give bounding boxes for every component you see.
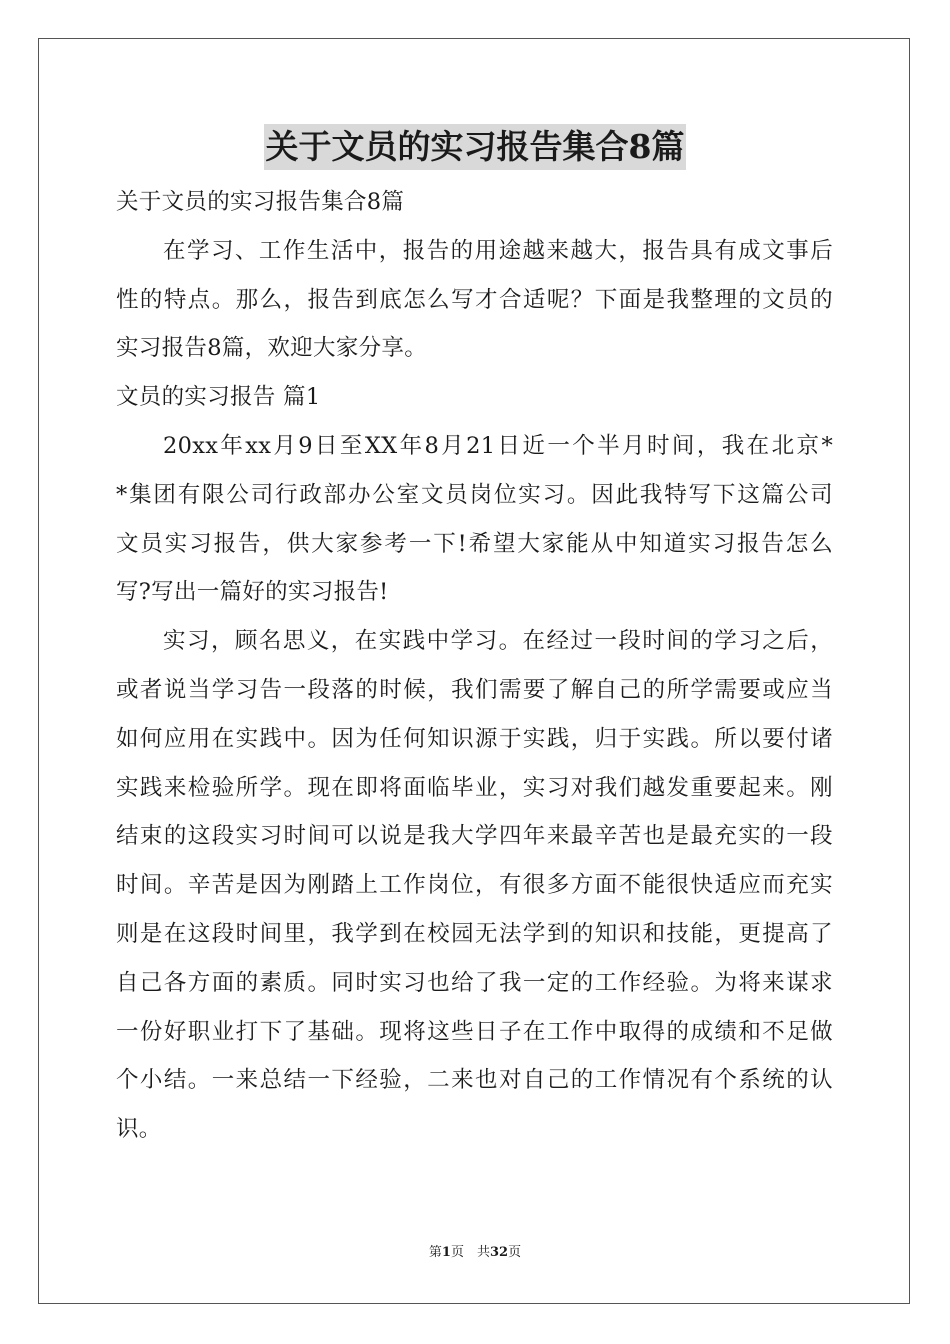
- current-page-number: 1: [441, 1245, 451, 1260]
- paragraph-line: 一份好职业打下了基础。现将这些日子在工作中取得的成绩和不足做: [116, 1018, 833, 1045]
- paragraph-line: 实习，顾名思义，在实践中学习。在经过一段时间的学习之后，: [163, 628, 833, 655]
- page-mid: 页 共: [450, 1245, 490, 1260]
- paragraph-line: 识。: [116, 1116, 162, 1143]
- paragraph-line: 个小结。一来总结一下经验，二来也对自己的工作情况有个系统的认: [116, 1067, 833, 1094]
- paragraph-line: 实习报告8篇，欢迎大家分享。: [116, 335, 428, 362]
- paragraph-line: 则是在这段时间里，我学到在校园无法学到的知识和技能，更提高了: [116, 920, 833, 947]
- paragraph-line: 性的特点。那么，报告到底怎么写才合适呢？下面是我整理的文员的: [116, 286, 833, 313]
- title-container: [0, 124, 950, 170]
- document-body: [116, 178, 833, 1154]
- page-prefix: 第: [428, 1245, 442, 1260]
- subtitle-line: 关于文员的实习报告集合8篇: [116, 189, 405, 215]
- page-footer: [0, 1244, 950, 1262]
- paragraph-line: 在学习、工作生活中，报告的用途越来越大，报告具有成文事后: [163, 237, 833, 264]
- page-suffix: 页: [508, 1245, 522, 1260]
- paragraph-line: 20xx年xx月9日至XX年8月21日近一个半月时间，我在北京*: [163, 432, 833, 459]
- paragraph-line: 如何应用在实践中。因为任何知识源于实践，归于实践。所以要付诸: [116, 725, 833, 752]
- document-title: 关于文员的实习报告集合8篇: [264, 124, 687, 170]
- paragraph-line: 实践来检验所学。现在即将面临毕业，实习对我们越发重要起来。刚: [116, 774, 833, 801]
- paragraph-line: 自己各方面的素质。同时实习也给了我一定的工作经验。为将来谋求: [116, 969, 833, 996]
- total-page-count: 32: [489, 1245, 509, 1260]
- paragraph-line: 写?写出一篇好的实习报告!: [116, 579, 389, 606]
- paragraph-line: 或者说当学习告一段落的时候，我们需要了解自己的所学需要或应当: [116, 676, 833, 703]
- paragraph-line: 时间。辛苦是因为刚踏上工作岗位，有很多方面不能很快适应而充实: [116, 872, 833, 899]
- paragraph-line: 文员实习报告，供大家参考一下!希望大家能从中知道实习报告怎么: [116, 530, 833, 557]
- paragraph-line: *集团有限公司行政部办公室文员岗位实习。因此我特写下这篇公司: [116, 481, 833, 508]
- section-heading: 文员的实习报告 篇1: [116, 384, 321, 411]
- paragraph-line: 结束的这段实习时间可以说是我大学四年来最辛苦也是最充实的一段: [116, 823, 833, 850]
